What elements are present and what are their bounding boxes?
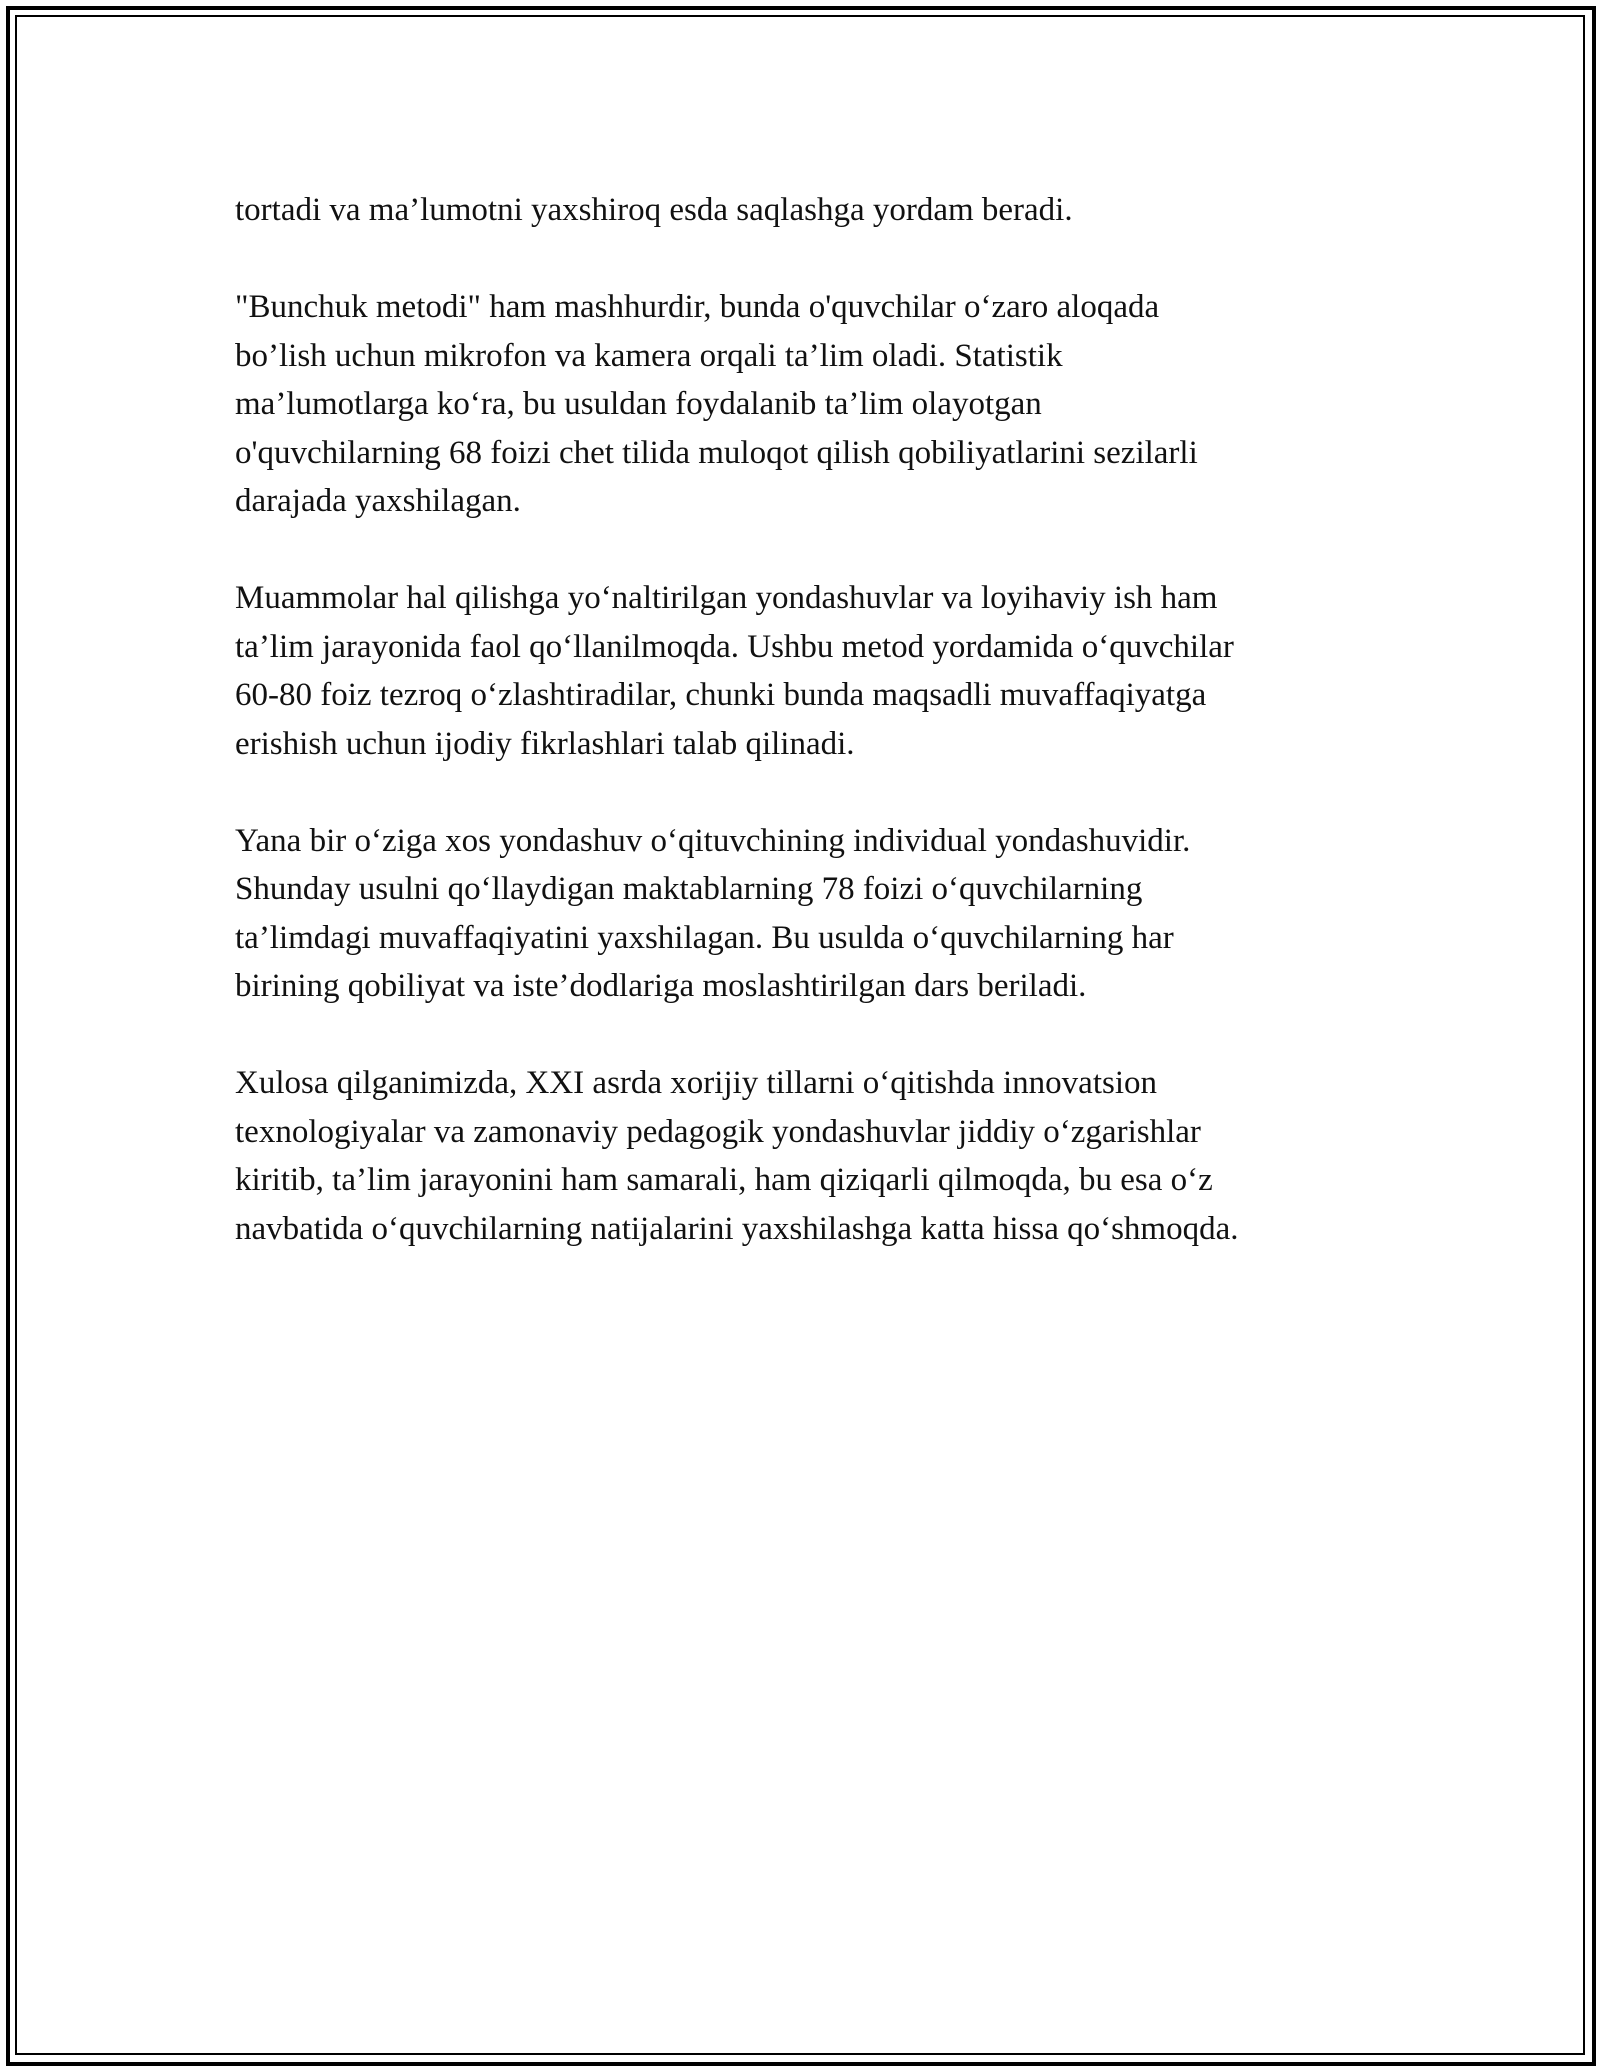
paragraph-4 <box>235 817 1365 1011</box>
text-line: birining qobiliyat va iste’dodlariga moslashtirilgan dars beriladi. <box>235 968 1087 1004</box>
text-line: Muammolar hal qilishga yo‘naltirilgan yondashuvlar va loyihaviy ish ham <box>235 580 1218 616</box>
text-line: ta’limdagi muvaffaqiyatini yaxshilagan. Bu usulda o‘quvchilarning har <box>235 919 1174 956</box>
text-line: Shunday usulni qo‘llaydigan maktablarning 78 foizi o‘quvchilarning <box>235 871 1143 907</box>
paragraph-3 <box>235 574 1365 768</box>
text-line: o'quvchilarning 68 foizi chet tilida muloqot qilish qobiliyatlarini sezilarli <box>235 434 1198 471</box>
text-line: darajada yaxshilagan. <box>235 483 521 519</box>
text-line: navbatida o‘quvchilarning natijalarini yaxshilashga katta hissa qo‘shmoqda. <box>235 1210 1239 1247</box>
document-body <box>235 186 1365 1302</box>
paragraph-2 <box>235 283 1365 526</box>
text-line: "Bunchuk metodi" ham mashhurdir, bunda o'quvchilar o‘zaro aloqada <box>235 289 1160 325</box>
text-line: Yana bir o‘ziga xos yondashuv o‘qituvchining individual yondashuvidir. <box>235 822 1191 859</box>
paragraph-1 <box>235 186 1365 235</box>
text-line: ta’lim jarayonida faol qo‘llanilmoqda. Ushbu metod yordamida o‘quvchilar <box>235 628 1234 665</box>
text-line: kiritib, ta’lim jarayonini ham samarali, ham qiziqarli qilmoqda, bu esa o‘z <box>235 1162 1213 1198</box>
text-line: Xulosa qilganimizda, XXI asrda xorijiy tillarni o‘qitishda innovatsion <box>235 1065 1158 1101</box>
text-line: 60-80 foiz tezroq o‘zlashtiradilar, chunki bunda maqsadli muvaffaqiyatga <box>235 677 1207 713</box>
text-line: bo’lish uchun mikrofon va kamera orqali ta’lim oladi. Statistik <box>235 337 1063 374</box>
text-line: ma’lumotlarga ko‘ra, bu usuldan foydalanib ta’lim olayotgan <box>235 386 1042 422</box>
text-line: erishish uchun ijodiy fikrlashlari talab qilinadi. <box>235 725 855 762</box>
paragraph-5 <box>235 1059 1365 1253</box>
text-line: texnologiyalar va zamonaviy pedagogik yondashuvlar jiddiy o‘zgarishlar <box>235 1113 1201 1150</box>
text-line: tortadi va ma’lumotni yaxshiroq esda saqlashga yordam beradi. <box>235 192 1073 228</box>
